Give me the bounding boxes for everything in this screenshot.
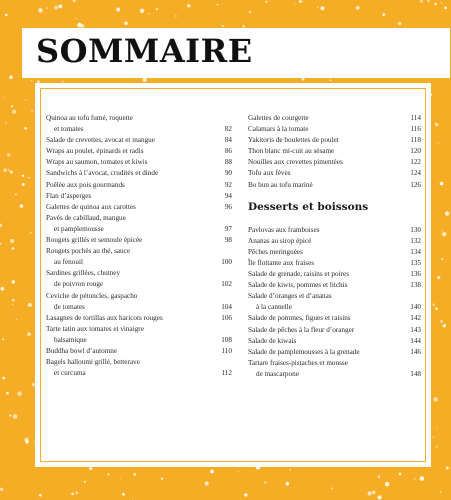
speckle-dot (124, 21, 128, 25)
toc-entry (46, 202, 232, 213)
toc-entry-title: Yakitoris de boulettes de poulet (248, 136, 339, 145)
toc-entry-title: Wraps au poulet, épinards et radis (46, 147, 144, 156)
speckle-dot (7, 153, 10, 156)
speckle-dot (8, 169, 10, 171)
speckle-dot (12, 280, 16, 284)
speckle-dot (0, 224, 2, 228)
page-title: SOMMAIRE (36, 32, 253, 70)
speckle-dot (120, 478, 121, 479)
speckle-dot (0, 488, 3, 491)
speckle-dot (435, 123, 438, 126)
speckle-dot (385, 482, 389, 486)
speckle-dot (133, 473, 136, 476)
speckle-dot (24, 438, 28, 442)
toc-entry-page: 140 (410, 303, 421, 312)
toc-entry-page: 146 (410, 347, 421, 356)
speckle-dot (6, 392, 9, 395)
toc-entry-page: 122 (410, 158, 421, 167)
speckle-dot (442, 230, 443, 231)
speckle-dot (264, 481, 266, 483)
toc-entry-page: 96 (224, 202, 232, 211)
speckle-dot (420, 0, 423, 2)
toc-entry (46, 146, 232, 157)
toc-entry-title: au fenouil (54, 258, 83, 267)
toc-entry (46, 346, 232, 357)
speckle-dot (24, 127, 27, 130)
toc-entry-title: Salade de crevettes, avocat et mangue (46, 136, 155, 145)
toc-entry-title: à la cannelle (256, 303, 292, 312)
speckle-dot (11, 105, 13, 107)
right-bottom-list (248, 225, 421, 380)
speckle-dot (441, 258, 443, 260)
toc-entry-page: 110 (221, 346, 232, 355)
speckle-dot (161, 478, 163, 480)
speckle-dot (73, 0, 76, 2)
speckle-dot (435, 307, 438, 310)
contents-frame (35, 83, 431, 467)
toc-entry-title: Salade de pamplemousses à la grenade (248, 347, 360, 356)
speckle-dot (5, 122, 6, 123)
toc-entry-page: 124 (410, 169, 421, 178)
toc-entry-title: Pavés de cabillaud, mangue (46, 213, 126, 222)
speckle-dot (122, 493, 125, 496)
speckle-dot (5, 14, 8, 17)
toc-entry (46, 124, 232, 135)
speckle-dot (16, 319, 17, 320)
toc-entry (46, 324, 232, 335)
toc-entry-title: Nouilles aux crevettes pimentées (248, 158, 343, 167)
speckle-dot (12, 109, 16, 113)
speckle-dot (331, 488, 333, 490)
toc-entry-title: Buddha bowl d’automne (46, 346, 118, 355)
toc-entry-page: 97 (224, 224, 232, 233)
speckle-dot (3, 168, 7, 172)
toc-entry-title: de mascarpone (256, 369, 299, 378)
toc-entry-page: 132 (410, 236, 421, 245)
toc-entry (248, 236, 421, 247)
speckle-dot (444, 6, 447, 9)
toc-entry-page: 144 (410, 336, 421, 345)
toc-entry (248, 225, 421, 236)
toc-entry-page: 102 (221, 280, 232, 289)
toc-entry-title: Salade de kiwais (248, 336, 297, 345)
toc-entry-page: 114 (410, 114, 421, 122)
toc-entry-title: de poivron rouge (54, 280, 104, 289)
speckle-dot (2, 338, 4, 340)
toc-entry (248, 280, 421, 291)
speckle-dot (31, 110, 33, 112)
speckle-dot (299, 0, 302, 3)
speckle-dot (54, 6, 58, 10)
toc-entry-page: 82 (224, 125, 232, 134)
toc-entry (46, 368, 232, 379)
speckle-dot (443, 324, 446, 327)
toc-entry (46, 313, 232, 324)
speckle-dot (433, 436, 435, 438)
toc-entry (46, 113, 232, 124)
speckle-dot (30, 232, 32, 234)
toc-entry-page: 100 (221, 258, 232, 267)
speckle-dot (440, 182, 444, 186)
toc-entry-title: Tofu aux fèves (248, 169, 291, 178)
speckle-dot (244, 493, 247, 496)
speckle-dot (20, 204, 23, 207)
speckle-dot (222, 25, 224, 27)
toc-entry-title: et pamplemousse (54, 224, 104, 233)
speckle-dot (445, 211, 449, 215)
toc-entry-page: 135 (410, 258, 421, 267)
toc-entry-title: Calamars à la tomate (248, 125, 309, 134)
toc-entry (46, 180, 232, 191)
toc-entry (46, 302, 232, 313)
speckle-dot (356, 6, 360, 10)
toc-entry-title: Tarte tatin aux tomates et vinaigre (46, 324, 144, 333)
toc-entry (248, 168, 421, 179)
speckle-dot (58, 5, 62, 9)
toc-entry (46, 268, 232, 279)
toc-entry-page: 143 (410, 325, 421, 334)
speckle-dot (108, 473, 110, 475)
toc-entry-title: Rougets pochés au thé, sauce (46, 247, 131, 256)
speckle-dot (15, 194, 17, 196)
toc-entry-page: 108 (221, 335, 232, 344)
toc-entry-title: de tomates (54, 302, 85, 311)
toc-entry (46, 224, 232, 235)
speckle-dot (22, 175, 24, 177)
toc-entry-page: 142 (410, 314, 421, 323)
speckle-dot (10, 239, 14, 243)
toc-entry (46, 235, 232, 246)
speckle-dot (39, 494, 42, 497)
toc-entry-page: 120 (410, 147, 421, 156)
toc-entry-title: Salade de kiwis, pommes et litchis (248, 281, 348, 290)
speckle-dot (378, 495, 382, 499)
toc-entry (248, 146, 421, 157)
speckle-dot (434, 397, 438, 401)
speckle-dot (398, 22, 401, 25)
speckle-dot (9, 415, 11, 417)
toc-entry-title: Salade de pommes, figues et raisins (248, 314, 351, 323)
speckle-dot (368, 492, 372, 496)
toc-entry-page: 136 (410, 270, 421, 279)
speckle-dot (440, 491, 442, 493)
speckle-dot (84, 481, 86, 483)
toc-entry-title: Flan d’asperges (46, 191, 92, 200)
speckle-dot (205, 481, 209, 485)
speckle-dot (76, 492, 79, 495)
toc-entry-page: 90 (224, 169, 232, 178)
toc-entry (248, 325, 421, 336)
speckle-dot (28, 177, 30, 179)
toc-entry-page: 138 (410, 281, 421, 290)
speckle-dot (148, 13, 149, 14)
toc-entry (248, 180, 421, 191)
toc-entry-title: Sandwichs à l’avocat, crudités et dinde (46, 169, 159, 178)
toc-entry-page: 148 (410, 369, 421, 378)
toc-entry-page: 104 (221, 302, 232, 311)
toc-entry-page: 130 (410, 225, 421, 234)
toc-entry (248, 302, 421, 313)
speckle-dot (434, 3, 437, 6)
speckle-dot (290, 469, 291, 470)
speckle-dot (31, 80, 32, 81)
toc-entry-page: 126 (410, 180, 421, 189)
speckle-dot (378, 476, 380, 478)
toc-entry-page: 116 (410, 125, 421, 134)
toc-entry (248, 269, 421, 280)
toc-entry-title: Galettes de quinoa aux carottes (46, 202, 136, 211)
toc-entry-page: 94 (224, 191, 232, 200)
toc-entry (248, 135, 421, 146)
toc-entry-title: Tartare fraises-pistaches et mousse (248, 358, 348, 367)
toc-entry (248, 313, 421, 324)
toc-entry (248, 247, 421, 258)
speckle-dot (286, 482, 289, 485)
speckle-dot (12, 299, 15, 302)
speckle-dot (446, 466, 449, 469)
speckle-dot (9, 75, 13, 79)
speckle-dot (22, 183, 25, 186)
speckle-dot (238, 471, 239, 472)
toc-entry (46, 213, 232, 224)
toc-entry (46, 157, 232, 168)
toc-entry (46, 335, 232, 346)
speckle-dot (433, 304, 435, 306)
toc-entry (248, 336, 421, 347)
speckle-dot (438, 142, 439, 143)
toc-entry-title: Bagels halloumi grillé, betterave (46, 358, 140, 367)
toc-entry-title: Salade d’oranges et d’ananas (248, 292, 332, 301)
toc-entry-title: Quinoa au tofu fumé, roquette (46, 114, 133, 122)
speckle-dot (210, 470, 214, 474)
speckle-dot (140, 9, 144, 13)
right-top-list (248, 113, 421, 191)
speckle-dot (437, 427, 438, 428)
toc-entry (46, 135, 232, 146)
speckle-dot (442, 232, 446, 236)
toc-entry-title: Poêlée aux pois gourmands (46, 180, 125, 189)
speckle-dot (116, 8, 120, 12)
toc-entry (46, 279, 232, 290)
toc-entry-title: Salade de pêches à la fleur d’oranger (248, 325, 355, 334)
toc-entry (248, 291, 421, 302)
toc-entry (46, 168, 232, 179)
toc-entry-page: 86 (224, 147, 232, 156)
speckle-dot (89, 467, 92, 470)
speckle-dot (249, 11, 251, 13)
toc-entry-title: Sardines grillées, chutney (46, 269, 121, 278)
speckle-dot (25, 100, 27, 102)
speckle-dot (75, 18, 76, 19)
speckle-dot (143, 78, 147, 82)
toc-entry-title: Île flottante aux fraises (248, 258, 315, 267)
speckle-dot (17, 391, 22, 396)
toc-entry-title: Salade de grenade, raisins et poires (248, 270, 349, 279)
toc-entry-title: balsamique (54, 335, 87, 344)
speckle-dot (420, 476, 425, 481)
speckle-dot (321, 6, 325, 10)
toc-entry-title: Pavlovas aux framboises (248, 225, 320, 234)
speckle-dot (399, 473, 401, 475)
toc-entry (248, 113, 421, 124)
speckle-dot (27, 332, 31, 336)
toc-entry (248, 157, 421, 168)
speckle-dot (440, 320, 443, 323)
toc-entry-title: Ceviche de pétoncles, gaspacho (46, 291, 138, 300)
speckle-dot (295, 3, 296, 4)
speckle-dot (175, 15, 176, 16)
speckle-dot (28, 303, 32, 307)
speckle-dot (372, 490, 376, 494)
speckle-dot (0, 287, 4, 291)
speckle-dot (12, 304, 14, 306)
speckle-dot (12, 247, 15, 250)
speckle-dot (10, 170, 13, 173)
right-column (248, 113, 421, 380)
speckle-dot (317, 7, 318, 8)
speckle-dot (0, 242, 1, 245)
speckle-dot (414, 478, 415, 479)
toc-entry-title: Galettes de courgette (248, 114, 309, 122)
toc-entry-title: Ananas au sirop épicé (248, 236, 312, 245)
speckle-dot (156, 8, 158, 10)
toc-entry (46, 191, 232, 202)
speckle-dot (441, 2, 442, 3)
toc-entry (46, 246, 232, 257)
toc-entry-title: Wraps au saumon, tomates et kiwis (46, 158, 148, 167)
toc-entry-title: Thon blanc mi-cuit au sésame (248, 147, 335, 156)
toc-entry (248, 358, 421, 369)
toc-entry-title: et curcuma (54, 369, 86, 378)
section-title: Desserts et boissons (248, 200, 369, 213)
speckle-dot (2, 377, 5, 380)
toc-entry (46, 357, 232, 368)
left-column (46, 113, 232, 379)
toc-entry-title: Bo bun au tofu mariné (248, 180, 313, 189)
speckle-dot (71, 493, 74, 496)
speckle-dot (13, 414, 18, 419)
speckle-dot (436, 446, 438, 448)
speckle-dot (437, 276, 440, 279)
speckle-dot (3, 96, 4, 97)
speckle-dot (46, 7, 48, 9)
toc-entry-page: 88 (224, 158, 232, 167)
toc-entry-page: 118 (410, 136, 421, 145)
title-banner (22, 28, 450, 78)
speckle-dot (330, 79, 331, 80)
speckle-dot (427, 0, 429, 2)
speckle-dot (187, 4, 190, 7)
speckle-dot (217, 4, 219, 6)
toc-entry (248, 369, 421, 380)
speckle-dot (266, 1, 268, 3)
speckle-dot (38, 8, 43, 13)
toc-entry (46, 291, 232, 302)
speckle-dot (383, 15, 384, 16)
toc-entry-title: Pêches meringuées (248, 247, 303, 256)
toc-entry-page: 134 (410, 247, 421, 256)
toc-entry-page: 112 (221, 369, 232, 378)
toc-entry (248, 347, 421, 358)
toc-entry (248, 124, 421, 135)
toc-entry-page: 106 (221, 313, 232, 322)
toc-entry (248, 258, 421, 269)
toc-entry-title: Rougets grillés et semoule épicée (46, 236, 143, 245)
toc-entry-title: Lasagnes de tortillas aux haricots rouges (46, 313, 163, 322)
toc-entry-page: 84 (224, 136, 232, 145)
toc-entry-page: 98 (224, 236, 232, 245)
toc-entry-title: et tomates (54, 125, 84, 134)
toc-entry (46, 257, 232, 268)
toc-entry-page: 92 (224, 180, 232, 189)
